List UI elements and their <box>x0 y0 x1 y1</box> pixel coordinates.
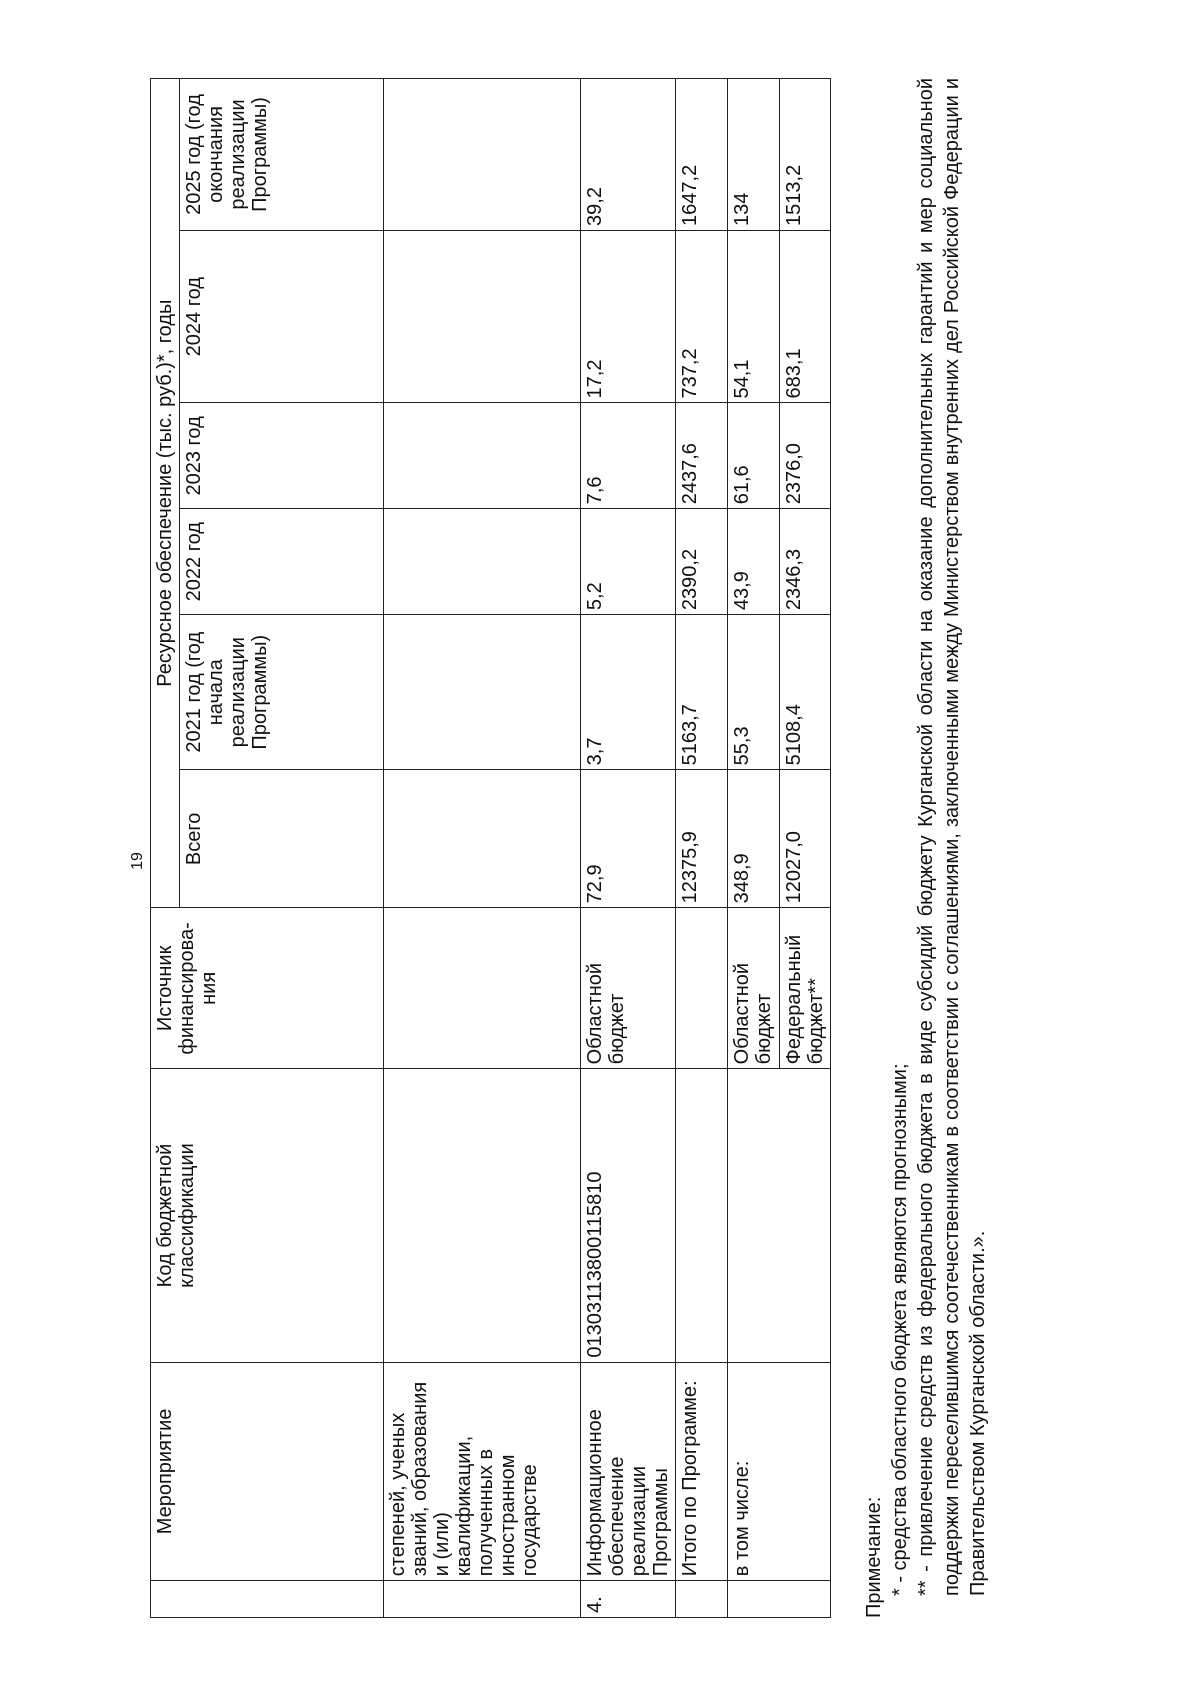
cell-2022 <box>384 509 581 615</box>
cell-event: Информационное обеспечение реализации Программы <box>581 1362 676 1581</box>
cell-num: 4. <box>581 1581 676 1618</box>
cell-2023 <box>384 403 581 509</box>
notes-title: Примечание: <box>863 1496 885 1618</box>
cell-num <box>384 1581 581 1618</box>
note-1: * - средства областного бюджета являются прогнозными; <box>889 1063 911 1596</box>
header-source: Источник финансирова-ния <box>151 908 384 1069</box>
table-row-continued <box>384 79 581 1618</box>
cell-2023: 2376,0 <box>780 403 831 509</box>
cell-source <box>676 908 728 1069</box>
cell-2022: 43,9 <box>728 509 780 615</box>
table-row-total <box>676 79 728 1618</box>
page-number: 19 <box>129 852 146 870</box>
cell-2024: 17,2 <box>581 230 676 403</box>
cell-2024: 737,2 <box>676 230 728 403</box>
cell-2023: 7,6 <box>581 403 676 509</box>
cell-2022: 5,2 <box>581 509 676 615</box>
cell-2022: 2390,2 <box>676 509 728 615</box>
cell-num <box>728 1581 831 1618</box>
note-2: ** - привлечение средств из федерального бюджета в виде субсидий бюджету Курганской области на оказание дополнительных гарантий и мер социальной поддержки переселившимся соотечественникам в соответствии с соглашениями, заключенными между Министерством внутренних дел Российской Федерации и Правительством Курганской области.». <box>915 78 989 1596</box>
cell-total: 72,9 <box>581 770 676 908</box>
rotated-page-content <box>150 78 1200 1618</box>
cell-2023: 2437,6 <box>676 403 728 509</box>
cell-2024: 54,1 <box>728 230 780 403</box>
cell-2021: 55,3 <box>728 615 780 770</box>
header-num-cell <box>151 1581 384 1618</box>
cell-2022: 2346,3 <box>780 509 831 615</box>
cell-source: Областной бюджет <box>581 908 676 1069</box>
cell-source: Областной бюджет <box>728 908 780 1069</box>
cell-2021: 3,7 <box>581 615 676 770</box>
cell-2021 <box>384 615 581 770</box>
header-event: Мероприятие <box>151 1362 384 1581</box>
cell-code <box>676 1069 728 1362</box>
cell-total <box>384 770 581 908</box>
header-total: Всего <box>180 770 384 908</box>
header-resource-group: Ресурсное обеспечение (тыс. руб.)*, годы <box>151 79 180 908</box>
cell-2025: 134 <box>728 79 780 231</box>
cell-code <box>728 1069 831 1362</box>
table-row-4 <box>581 79 676 1618</box>
cell-2023: 61,6 <box>728 403 780 509</box>
header-2024: 2024 год <box>180 230 384 403</box>
cell-2024 <box>384 230 581 403</box>
cell-source <box>384 908 581 1069</box>
header-2025: 2025 год (год окончания реализации Программы) <box>180 79 384 231</box>
cell-2021: 5163,7 <box>676 615 728 770</box>
cell-num <box>676 1581 728 1618</box>
notes-block <box>861 78 991 1618</box>
cell-code <box>384 1069 581 1362</box>
cell-source: Федеральный бюджет** <box>780 908 831 1069</box>
cell-total: 12027,0 <box>780 770 831 908</box>
header-row-1 <box>151 79 180 1618</box>
cell-2025 <box>384 79 581 231</box>
cell-2021: 5108,4 <box>780 615 831 770</box>
cell-event: степеней, ученых званий, образования и (или) квалификации, полученных в иностранном государстве <box>384 1362 581 1581</box>
cell-code: 01303113800115810 <box>581 1069 676 1362</box>
cell-total-label: Итого по Программе: <box>676 1362 728 1581</box>
cell-2024: 683,1 <box>780 230 831 403</box>
header-2023: 2023 год <box>180 403 384 509</box>
cell-2025: 39,2 <box>581 79 676 231</box>
cell-2025: 1513,2 <box>780 79 831 231</box>
header-2021: 2021 год (год начала реализации Программы) <box>180 615 384 770</box>
cell-total: 348,9 <box>728 770 780 908</box>
table-row-regional <box>728 79 780 1618</box>
header-code: Код бюджетной классификации <box>151 1069 384 1362</box>
header-2022: 2022 год <box>180 509 384 615</box>
cell-total: 12375,9 <box>676 770 728 908</box>
resource-table <box>150 78 831 1618</box>
cell-including-label: в том числе: <box>728 1362 831 1581</box>
cell-2025: 1647,2 <box>676 79 728 231</box>
